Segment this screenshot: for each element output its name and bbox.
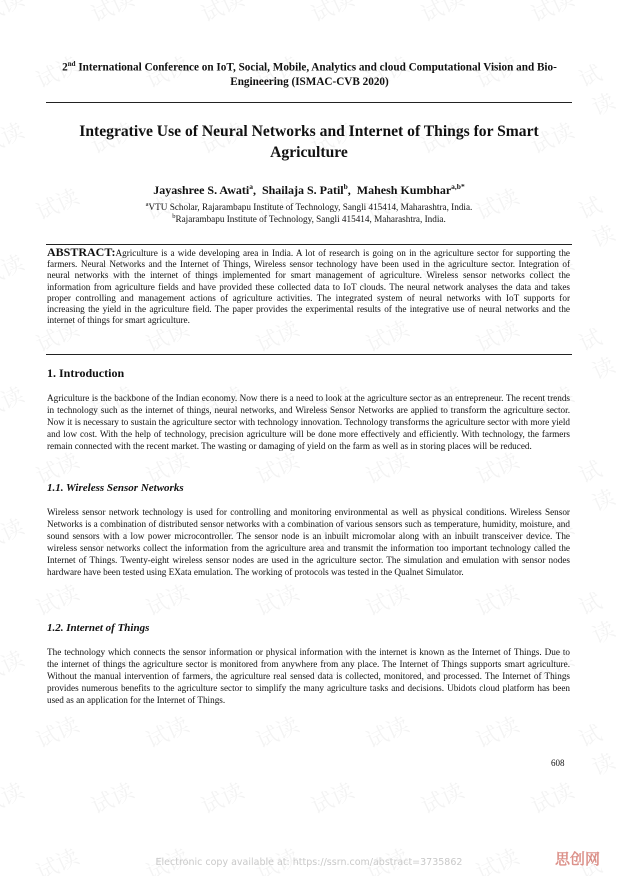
section-heading: 1. Introduction — [47, 366, 125, 380]
watermark-mark — [471, 576, 524, 623]
author-list: Jayashree S. Awati$^a$, Shailaja S. Patil$^b$, Mahesh Kumbhar$^{a,b*}$ — [153, 182, 465, 197]
header-rule — [46, 102, 572, 103]
watermark-mark — [0, 378, 29, 425]
watermark-mark — [0, 246, 29, 293]
watermark-mark — [0, 114, 29, 161]
abstract-rule-top — [46, 244, 572, 245]
watermark-mark — [361, 576, 414, 623]
watermark-mark — [416, 0, 469, 29]
watermark-mark — [573, 316, 618, 386]
watermark-mark — [573, 184, 618, 254]
watermark-mark — [471, 708, 524, 755]
watermark-mark — [526, 0, 579, 29]
watermark-mark — [573, 580, 618, 650]
subsection-heading: 1.1. Wireless Sensor Networks — [47, 482, 184, 494]
watermark-mark — [251, 708, 304, 755]
author-name: Jayashree S. Awati — [153, 183, 250, 197]
watermark-mark — [573, 448, 618, 518]
watermark-mark — [0, 0, 29, 29]
watermark-mark — [0, 774, 29, 821]
abstract — [47, 247, 570, 326]
watermark-mark — [141, 708, 194, 755]
abstract-label: ABSTRACT: — [47, 245, 116, 259]
watermark-mark — [0, 642, 29, 689]
page-number: 608 — [551, 758, 565, 768]
watermark-mark — [306, 774, 359, 821]
watermark-mark — [31, 708, 84, 755]
author-name: Mahesh Kumbhar — [356, 183, 452, 197]
affiliation: $^b$Rajarambapu Institute of Technology, Sangli 415414, Maharashtra, India. — [172, 213, 446, 225]
watermark-mark — [86, 0, 139, 29]
watermark-mark — [86, 774, 139, 821]
subsection-heading: 1.2. Internet of Things — [47, 622, 150, 634]
watermark-mark — [196, 0, 249, 29]
section-paragraph: Agriculture is the backbone of the Indian economy. Now there is a need to look at the agriculture sector as an entrepreneur. The recent trends in technology such as the internet of things, neural networks, and Wireless Sensor Networks are applied to transform the agriculture sector. Now it is necessary to sustain the agriculture sector with technology innovation. Technology transforms the agriculture sector with more yield and low cost. With the help of technology, precision agriculture will be done more effectively and efficiently. With technology, the farmers remain connected with the recent market. The wasting or damaging of yield on the farm as well as in storing places will be reduced. — [47, 393, 570, 451]
watermark-mark — [141, 576, 194, 623]
watermark-mark — [526, 774, 579, 821]
watermark-mark — [416, 774, 469, 821]
watermark-mark — [573, 52, 618, 122]
conference-header: 2nd International Conference on IoT, Social, Mobile, Analytics and cloud Computational Vision and Bio-Engineering (ISMAC-CVB 2020) — [62, 60, 557, 88]
section-paragraph: The technology which connects the sensor information or physical information with the internet is known as the Internet of Things. Due to the internet of things the agriculture sector is monitored from anywhere from any place. The Internet of Things supports smart agriculture. Without the manual intervention of farmers, the agriculture real sensed data is collected, monitored, and processed. The Internet of Things provides numerous benefits to the agriculture sector to simplify the many agriculture tasks and decisions. Ubidots cloud platform has been used as an application for the Internet of Things. — [47, 647, 570, 705]
watermark-mark — [361, 708, 414, 755]
watermark-mark — [31, 576, 84, 623]
watermark-mark — [0, 510, 29, 557]
ssrn-footer: Electronic copy available at: https://ssrn.com/abstract=3735862 — [155, 857, 463, 868]
watermark-mark — [573, 712, 618, 782]
affiliation: $^a$VTU Scholar, Rajarambapu Institute of Technology, Sangli 415414, Maharashtra, India. — [145, 201, 473, 213]
watermark-mark — [251, 576, 304, 623]
abstract-text: Agriculture is a wide developing area in India. A lot of research is going on in the agriculture sector for supporting the farmers. Neural Networks and the Internet of Things, Wireless sensor technology have been used in the agriculture sector. Integration of neural networks with the internet of things implemented for smart management of agriculture. Wireless sensor networks collect the information from agriculture fields and have provided these collected data to IoT clouds. The neural network analyses the data and takes proper controlling and management actions of agriculture activities. The integrated system of neural networks with IoT supports for increasing the yield in the agriculture field. The paper provides the experimental results of the integrative use of neural networks and the internet of things for smart agriculture. — [47, 248, 570, 326]
site-logo: 思创网 — [555, 850, 601, 868]
section-paragraph: Wireless sensor network technology is used for controlling and monitoring environmental as well as physical conditions. Wireless Sensor Networks is a combination of distributed sensor networks with a combination of various sensors such as temperature, humidity, moisture, and sound sensors with a low power microcontroller. The sensor node is an inbuilt micromolar along with an inbuilt transceiver device. The wireless sensor networks collect the information from the agriculture area and transmit the information too important technology called the Internet of Things. Twenty-eight wireless sensor nodes are used in the agriculture sector. The simulation and emulation with sensor nodes hardware have been tested using EXata emulation. The working of protocols was tested in the Qualnet Simulator. — [47, 507, 570, 577]
author-name: Shailaja S. Patil — [261, 183, 344, 197]
paper-title: Integrative Use of Neural Networks and Internet of Things for Smart Agriculture — [79, 123, 539, 161]
watermark-mark — [196, 774, 249, 821]
abstract-rule-bottom — [46, 354, 572, 355]
watermark-mark — [306, 0, 359, 29]
